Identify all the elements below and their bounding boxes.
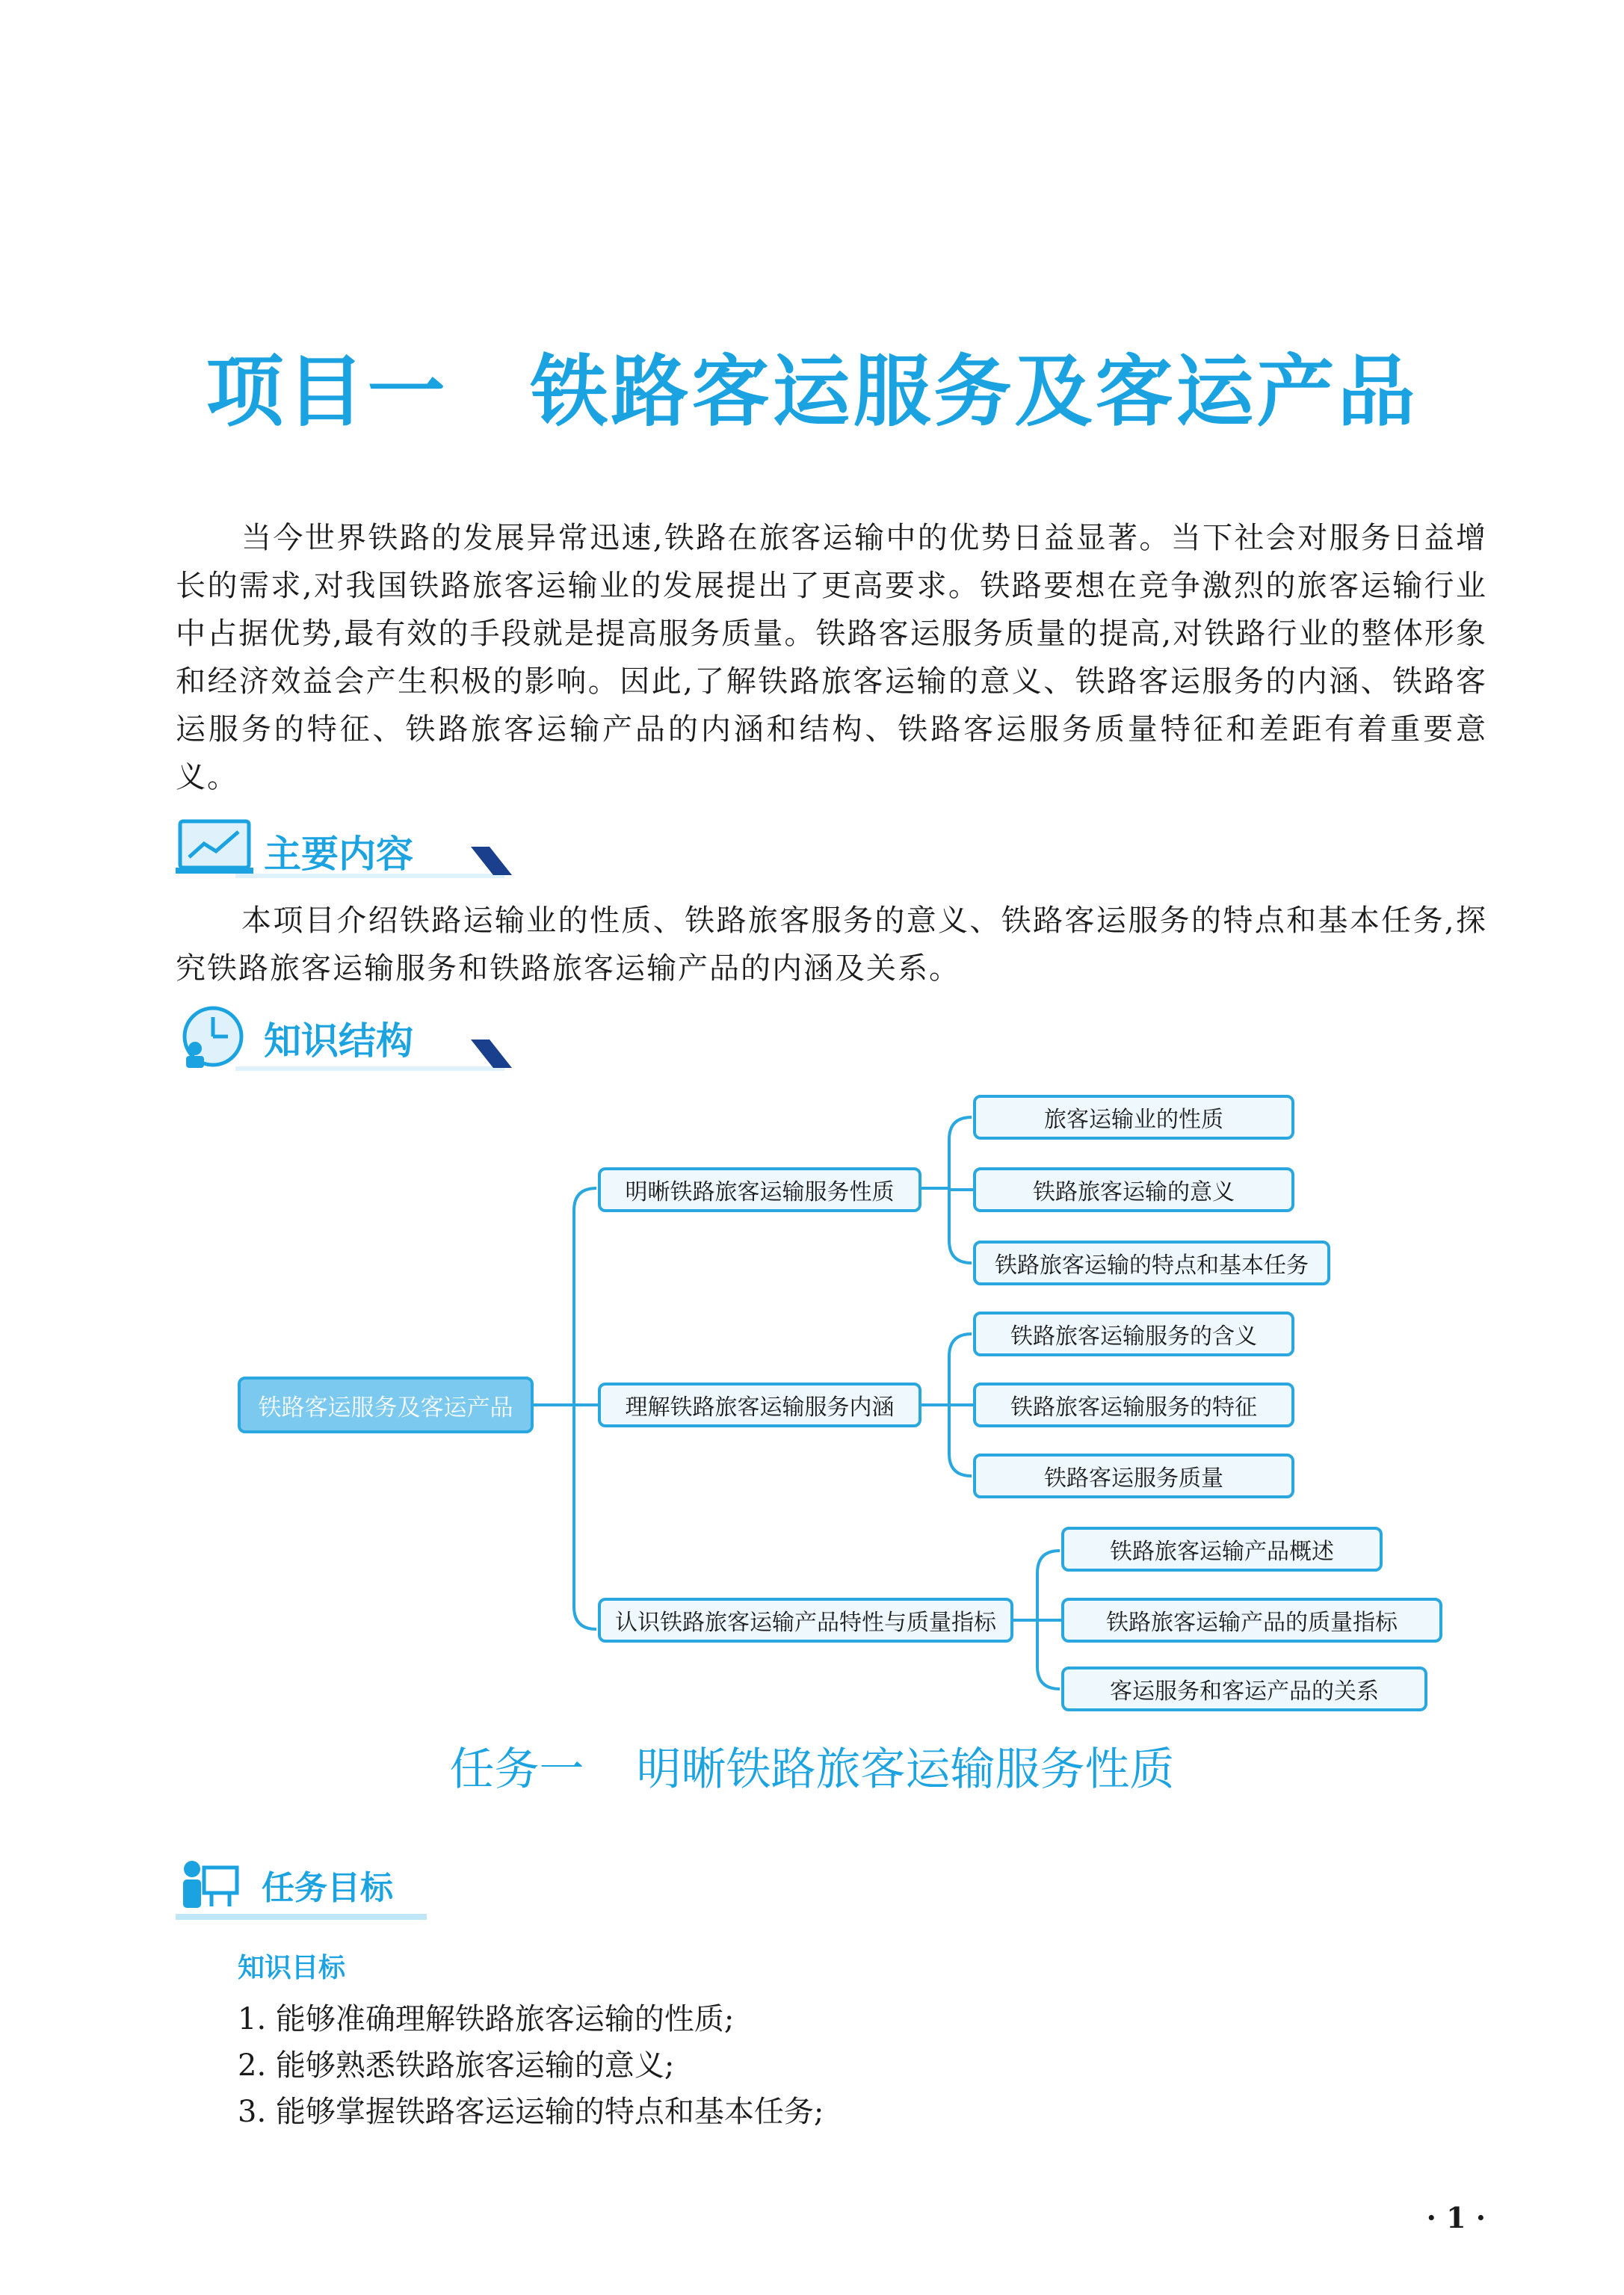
mindmap-branch-1: 明晰铁路旅客运输服务性质 (598, 1167, 921, 1212)
project-title (0, 329, 1624, 441)
task-objectives-heading: 任务目标 (262, 1869, 393, 1907)
page-number: · 1 · (1426, 2201, 1486, 2234)
mindmap-leaf-3-3: 客运服务和客运产品的关系 (1061, 1667, 1427, 1711)
task-title (0, 1734, 1624, 1798)
mindmap-leaf-2-1: 铁路旅客运输服务的含义 (973, 1312, 1294, 1356)
project-title-text: 铁路客运服务及客运产品 (530, 346, 1418, 437)
task-label: 任务一 (449, 1743, 584, 1796)
objective-item-3: 3. 能够掌握铁路客运运输的特点和基本任务; (238, 2095, 824, 2129)
mindmap-leaf-3-1: 铁路旅客运输产品概述 (1061, 1527, 1383, 1572)
mindmap-branch-2: 理解铁路旅客运输服务内涵 (598, 1383, 921, 1427)
mindmap-leaf-2-3: 铁路客运服务质量 (973, 1454, 1294, 1498)
objective-item-2: 2. 能够熟悉铁路旅客运输的意义; (238, 2048, 675, 2083)
main-content-text: 本项目介绍铁路运输业的性质、铁路旅客服务的意义、铁路客运服务的特点和基本任务,探究铁路旅客运输服务和铁路旅客运输产品的内涵及关系。 (176, 904, 1487, 986)
mindmap-leaf-3-2: 铁路旅客运输产品的质量指标 (1061, 1598, 1442, 1643)
objective-item-1: 1. 能够准确理解铁路旅客运输的性质; (238, 2002, 735, 2036)
task-title-text: 明晰铁路旅客运输服务性质 (636, 1743, 1175, 1796)
mindmap-root: 铁路客运服务及客运产品 (238, 1377, 534, 1433)
mindmap-branch-3: 认识铁路旅客运输产品特性与质量指标 (598, 1598, 1013, 1643)
mindmap-leaf-1-2: 铁路旅客运输的意义 (973, 1167, 1294, 1212)
project-label: 项目一 (206, 346, 448, 437)
intro-paragraph: 当今世界铁路的发展异常迅速,铁路在旅客运输中的优势日益显著。当下社会对服务日益增长的需求,对我国铁路旅客运输业的发展提出了更高要求。铁路要想在竞争激烈的旅客运输行业中占据优势,最有效的手段就是提高服务质量。铁路客运服务质量的提高,对铁路行业的整体形象和经济效益会产生积极的影响。因此,了解铁路旅客运输的意义、铁路客运服务的内涵、铁路客运服务的特征、铁路旅客运输产品的内涵和结构、铁路客运服务质量特征和差距有着重要意义。 (176, 521, 1487, 794)
mindmap-leaf-2-2: 铁路旅客运输服务的特征 (973, 1383, 1294, 1427)
mindmap-leaf-1-1: 旅客运输业的性质 (973, 1095, 1294, 1140)
knowledge-structure-heading: 知识结构 (264, 1019, 413, 1063)
main-content-heading: 主要内容 (264, 833, 413, 876)
main-content-header (176, 818, 512, 878)
mindmap-leaf-1-3: 铁路旅客运输的特点和基本任务 (973, 1241, 1330, 1285)
knowledge-structure-header (176, 1005, 512, 1065)
knowledge-objectives-heading: 知识目标 (238, 1953, 346, 1983)
